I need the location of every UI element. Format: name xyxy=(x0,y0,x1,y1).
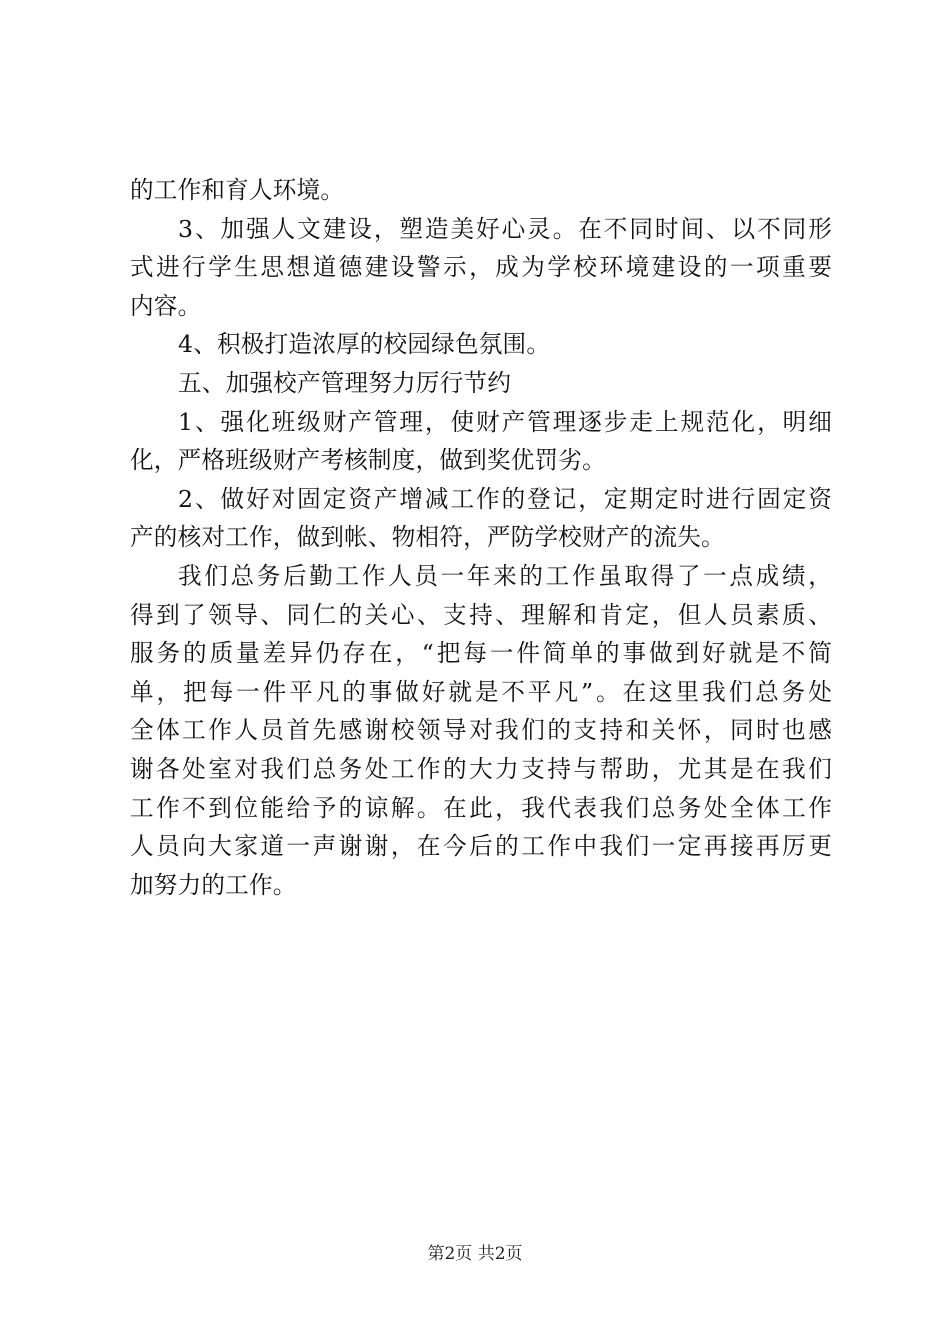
page-number-footer: 第2页 共2页 xyxy=(427,1244,523,1264)
text-line: 谢各处室对我们总务处工作的大力支持与帮助，尤其是在我们 xyxy=(130,754,832,783)
document-body xyxy=(130,171,832,904)
text-line: 我们总务后勤工作人员一年来的工作虽取得了一点成绩， xyxy=(178,561,832,590)
text-line: 式进行学生思想道德建设警示，成为学校环境建设的一项重要 xyxy=(130,253,832,282)
text-line: 人员向大家道一声谢谢，在今后的工作中我们一定再接再厉更 xyxy=(130,832,832,861)
text-line: 内容。 xyxy=(130,291,202,320)
text-line: 加努力的工作。 xyxy=(130,870,297,899)
text-line: 2、做好对固定资产增减工作的登记，定期定时进行固定资 xyxy=(178,484,832,513)
text-line: 单，把每一件平凡的事做好就是不平凡”。在这里我们总务处 xyxy=(130,677,832,706)
text-line: 化，严格班级财产考核制度，做到奖优罚劣。 xyxy=(130,446,606,475)
text-line: 工作不到位能给予的谅解。在此，我代表我们总务处全体工作 xyxy=(130,793,832,822)
text-line: 3、加强人文建设，塑造美好心灵。在不同时间、以不同形 xyxy=(178,214,832,243)
section-heading: 五、加强校产管理努力厉行节约 xyxy=(178,368,512,397)
text-line: 1、强化班级财产管理，使财产管理逐步走上规范化，明细 xyxy=(178,407,832,436)
text-line: 产的核对工作，做到帐、物相符，严防学校财产的流失。 xyxy=(130,523,725,552)
text-line: 4、积极打造浓厚的校园绿色氛围。 xyxy=(178,330,551,359)
text-line: 全体工作人员首先感谢校领导对我们的支持和关怀，同时也感 xyxy=(130,716,832,745)
text-line: 得到了领导、同仁的关心、支持、理解和肯定，但人员素质、 xyxy=(130,600,832,629)
text-line: 的工作和育人环境。 xyxy=(130,176,345,204)
text-line: 服务的质量差异仍存在，“把每一件简单的事做到好就是不简 xyxy=(130,639,832,668)
